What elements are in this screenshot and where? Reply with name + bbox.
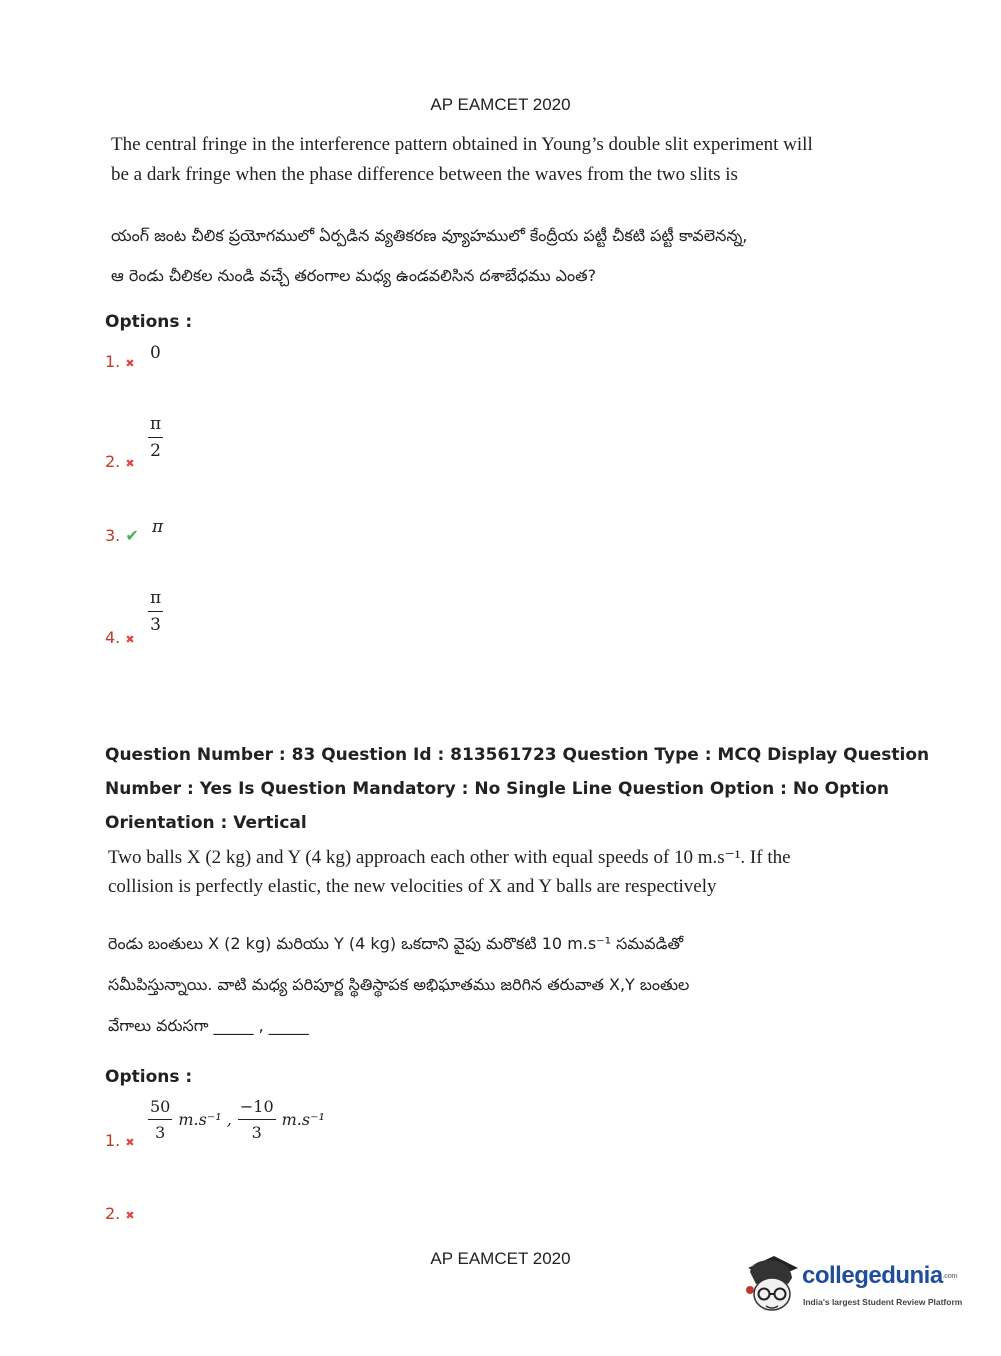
question2-text-line-2: collision is perfectly elastic, the new velocities of X and Y balls are respectively	[108, 876, 717, 897]
denominator: 2	[150, 441, 161, 461]
option-4	[105, 628, 135, 647]
mascot-icon	[742, 1250, 802, 1316]
denominator: 3	[150, 615, 161, 635]
cross-icon: ✖	[125, 357, 135, 370]
cross-icon: ✖	[125, 1209, 135, 1222]
option-1	[105, 1131, 135, 1150]
question-meta-line-2: Number : Yes Is Question Mandatory : No Single Line Question Option : No Option	[105, 779, 890, 799]
numerator: π	[148, 414, 163, 438]
numerator: π	[148, 588, 163, 612]
page-footer: AP EAMCET 2020	[430, 1249, 571, 1268]
question2-telugu-line-3: వేగాలు వరుసగా _____ , _____	[108, 1016, 309, 1035]
question2-telugu-line-1: రెండు బంతులు X (2 kg) మరియు Y (4 kg) ఒకదాని వైపు మరొకటి 10 m.s⁻¹ సమవడితో	[108, 934, 684, 953]
option-number: 1.	[105, 1131, 121, 1150]
option-number: 2.	[105, 1204, 121, 1223]
unit: m.s⁻¹	[281, 1110, 325, 1129]
option-1-expression	[148, 1097, 325, 1142]
question-telugu-line-1: యంగ్ జంట చీలిక ప్రయోగములో ఏర్పడిన వ్యతికరణ వ్యూహములో కేంద్రీయ పట్టీ చీకటి పట్టీ కావలెనన్న,	[111, 226, 748, 245]
option-3	[105, 526, 139, 545]
collegedunia-logo	[742, 1250, 972, 1320]
question-text-line-2: be a dark fringe when the phase difference between the waves from the two slits is	[111, 164, 738, 185]
cross-icon: ✖	[125, 1136, 135, 1149]
page-header: AP EAMCET 2020	[430, 95, 571, 114]
question2-telugu-line-2: సమీపిస్తున్నాయి. వాటి మధ్య పరిపూర్ణ స్థితిస్థాపక అభిఘాతము జరిగిన తరువాత X,Y బంతుల	[108, 975, 690, 994]
numerator: −10	[238, 1097, 276, 1120]
option-4-fraction	[148, 588, 163, 635]
option-number: 1.	[105, 352, 121, 371]
question2-text-line-1: Two balls X (2 kg) and Y (4 kg) approach each other with equal speeds of 10 m.s⁻¹. If the	[108, 847, 791, 868]
logo-tld: .com	[942, 1273, 958, 1281]
numerator: 50	[148, 1097, 172, 1120]
cross-icon: ✖	[125, 457, 135, 470]
option-2-fraction	[148, 414, 163, 461]
question-text-line-1: The central fringe in the interference pattern obtained in Young’s double slit experiment will	[111, 134, 813, 155]
option-number: 2.	[105, 452, 121, 471]
option-3-value: π	[152, 517, 164, 537]
checkmark-icon: ✔	[125, 526, 139, 545]
denominator: 3	[155, 1123, 166, 1142]
question-telugu-line-2: ఆ రెండు చీలికల నుండి వచ్చే తరంగాల మధ్య ఉండవలిసిన దశాబేధము ఎంత?	[111, 266, 597, 285]
unit: m.s⁻¹ ,	[178, 1110, 232, 1129]
question-meta-line-1: Question Number : 83 Question Id : 813561723 Question Type : MCQ Display Question	[105, 745, 930, 765]
option-1	[105, 352, 135, 371]
options-label: Options :	[105, 1067, 193, 1087]
option-2	[105, 452, 135, 471]
option-number: 4.	[105, 628, 121, 647]
logo-tagline: India's largest Student Review Platform	[803, 1297, 963, 1307]
denominator: 3	[251, 1123, 262, 1142]
option-2	[105, 1204, 135, 1223]
option-1-value: 0	[150, 343, 161, 363]
question-meta-line-3: Orientation : Vertical	[105, 813, 307, 833]
options-label: Options :	[105, 312, 193, 332]
logo-wordmark: collegedunia	[802, 1262, 943, 1289]
option-number: 3.	[105, 526, 121, 545]
cross-icon: ✖	[125, 633, 135, 646]
